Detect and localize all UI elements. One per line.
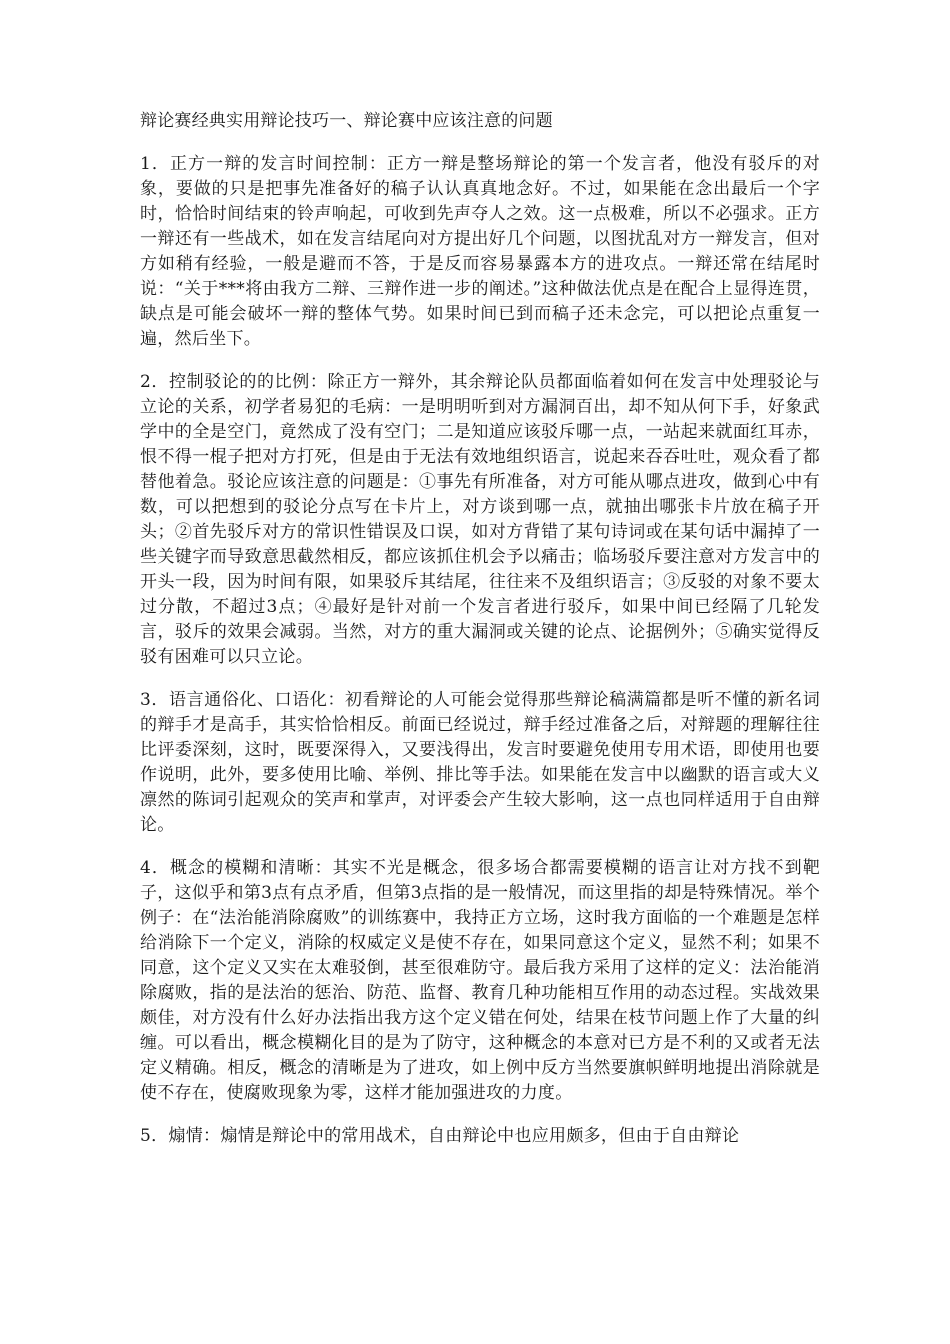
paragraph-5: 5．煽情：煽情是辩论中的常用战术，自由辩论中也应用颇多，但由于自由辩论 [140,1126,740,1146]
document-title: 辩论赛经典实用辩论技巧一、辩论赛中应该注意的问题 [140,111,553,131]
document-page [140,108,820,1167]
paragraph-2: 2．控制驳论的的比例：除正方一辩外，其余辩论队员都面临着如何在发言中处理驳论与立论的关系，初学者易犯的毛病：一是明明听到对方漏洞百出，却不知从何下手，好象武学中的全是空门，竟然成了没有空门；二是知道应该驳斥哪一点，一站起来就面红耳赤，恨不得一棍子把对方打死，但是由于无法有效地组织语言，说起来吞吞吐吐，观众看了都替他着急。驳论应该注意的问题是：①事先有所准备，对方可能从哪点进攻，做到心中有数，可以把想到的驳论分点写在卡片上，对方谈到哪一点，就抽出哪张卡片放在稿子开头；②首先驳斥对方的常识性错误及口误，如对方背错了某句诗词或在某句话中漏掉了一些关键字而导致意思截然相反，都应该抓住机会予以痛击；临场驳斥要注意对方发言中的开头一段，因为时间有限，如果驳斥其结尾，往往来不及组织语言；③反驳的对象不要太过分散，不超过3点；④最好是针对前一个发言者进行驳斥，如果中间已经隔了几轮发言，驳斥的效果会减弱。当然，对方的重大漏洞或关键的论点、论据例外；⑤确实觉得反驳有困难可以只立论。 [140,372,820,667]
paragraph-3: 3．语言通俗化、口语化：初看辩论的人可能会觉得那些辩论稿满篇都是听不懂的新名词的辩手才是高手，其实恰恰相反。前面已经说过，辩手经过准备之后，对辩题的理解往往比评委深刻，这时，既要深得入，又要浅得出，发言时要避免使用专用术语，即使用也要作说明，此外，要多使用比喻、举例、排比等手法。如果能在发言中以幽默的语言或大义凛然的陈词引起观众的笑声和掌声，对评委会产生较大影响，这一点也同样适用于自由辩论。 [140,690,820,835]
paragraph-4: 4．概念的模糊和清晰：其实不光是概念，很多场合都需要模糊的语言让对方找不到靶子，这似乎和第3点有点矛盾，但第3点指的是一般情况，而这里指的却是特殊情况。举个例子：在“法治能消除腐败”的训练赛中，我持正方立场，这时我方面临的一个难题是怎样给消除下一个定义，消除的权威定义是使不存在，如果同意这个定义，显然不利；如果不同意，这个定义又实在太难驳倒，甚至很难防守。最后我方采用了这样的定义：法治能消除腐败，指的是法治的惩治、防范、监督、教育几种功能相互作用的动态过程。实战效果颇佳，对方没有什么好办法指出我方这个定义错在何处，结果在枝节问题上作了大量的纠缠。可以看出，概念模糊化目的是为了防守，这种概念的本意对已方是不利的又或者无法定义精确。相反，概念的清晰是为了进攻，如上例中反方当然要旗帜鲜明地提出消除就是使不存在，使腐败现象为零，这样才能加强进攻的力度。 [140,858,820,1103]
paragraph-1: 1．正方一辩的发言时间控制：正方一辩是整场辩论的第一个发言者，他没有驳斥的对象，要做的只是把事先准备好的稿子认认真真地念好。不过，如果能在念出最后一个字时，恰恰时间结束的铃声响起，可收到先声夺人之效。这一点极难，所以不必强求。正方一辩还有一些战术，如在发言结尾向对方提出好几个问题，以图扰乱对方一辩发言，但对方如稍有经验，一般是避而不答，于是反而容易暴露本方的进攻点。一辩还常在结尾时说：“关于***将由我方二辩、三辩作进一步的阐述。”这种做法优点是在配合上显得连贯，缺点是可能会破坏一辩的整体气势。如果时间已到而稿子还未念完，可以把论点重复一遍，然后坐下。 [140,154,820,349]
